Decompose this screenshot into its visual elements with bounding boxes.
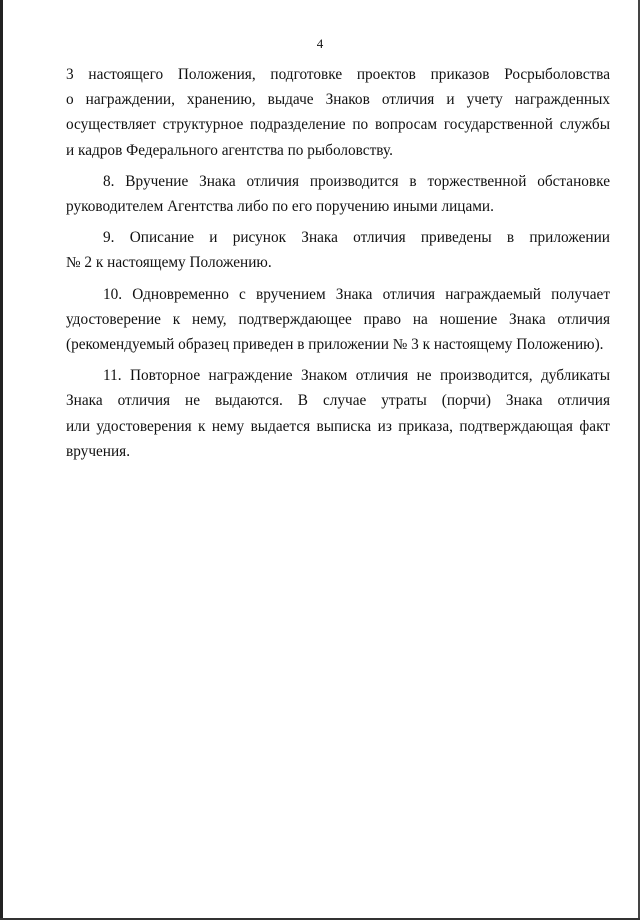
text-line: 8. Вручение Знака отличия производится в торжественной обстановке	[103, 172, 610, 190]
text-line: 10. Одновременно с вручением Знака отличия награждаемый получает	[103, 285, 610, 303]
text-line: (рекомендуемый образец приведен в приложении № 3 к настоящему Положению).	[66, 336, 604, 354]
text-line: № 2 к настоящему Положению.	[66, 254, 272, 272]
document-body	[66, 62, 610, 470]
text-line: и кадров Федерального агентства по рыболовству.	[66, 141, 393, 159]
text-line: или удостоверения к нему выдается выписка из приказа, подтверждающая факт	[66, 417, 610, 435]
page-number: 4	[316, 36, 324, 51]
text-line: удостоверение к нему, подтверждающее право на ношение Знака отличия	[66, 310, 610, 328]
text-line: руководителем Агентства либо по его поручению иными лицами.	[66, 198, 494, 216]
scan-edge-left	[0, 0, 3, 920]
paragraph-continuation	[66, 62, 610, 163]
text-line: осуществляет структурное подразделение по вопросам государственной службы	[66, 116, 610, 134]
text-line: вручения.	[66, 442, 131, 460]
text-line: 3 настоящего Положения, подготовке проектов приказов Росрыболовства	[66, 66, 610, 83]
text-line: Знака отличия не выдаются. В случае утраты (порчи) Знака отличия	[66, 392, 610, 410]
text-line: о награждении, хранению, выдаче Знаков отличия и учету награжденных	[66, 91, 610, 109]
paragraph-10	[66, 282, 610, 358]
text-line: 9. Описание и рисунок Знака отличия приведены в приложении	[103, 229, 610, 247]
paragraph-9	[66, 225, 610, 275]
text-line: 11. Повторное награждение Знаком отличия не производится, дубликаты	[103, 367, 610, 385]
paragraph-8	[66, 169, 610, 219]
paragraph-11	[66, 363, 610, 464]
